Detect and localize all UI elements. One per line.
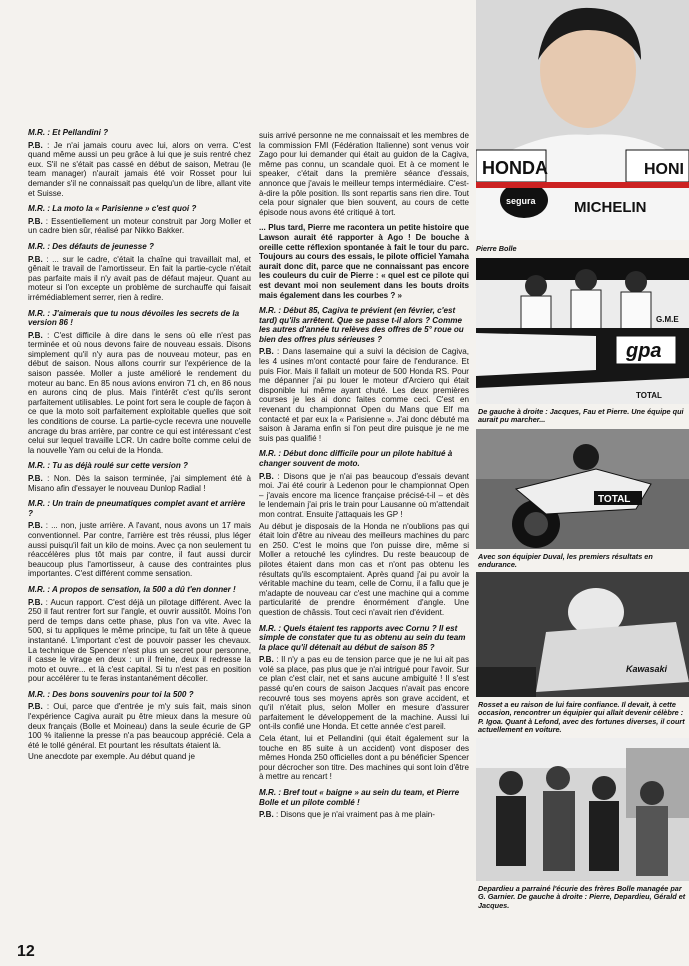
interview-answer [259,347,469,443]
interview-answer [28,141,251,199]
caption-depardieu: Depardieu a parrainé l'écurie des frères Bolle managée par G. Garnier. De gauche à droite : Pierre, Depardieu, Gérald et Jacques. [478,884,686,910]
kawasaki-logo: Kawasaki [626,664,668,674]
interview-question [28,128,251,138]
interview-question [259,788,469,807]
answer-text: Au début je disposais de la Honda ne n'oublions pas qui était loin d'être au niveau des meilleurs machines du parc en 250. C'est le moins que l'on puisse dire, même si Moller a retouché les cylindres. Du reste beaucoup de pilotes étaient dans mon cas et n'ont pas obtenu les résultats qu'ils escomptaient. Après quand j'ai pu avoir la véritable machine du team, celle de Cornu, il a fallu que je m'adapte de nouveau car c'est une machine qui a comme particularité de prendre énormément d'angle. Une question de châssis. Tout ceci n'avait rien d'évident. [259,521,469,617]
speaker-label: M.R. [28,204,46,214]
question-text: : Tu as déjà roulé sur cette version ? [45,461,188,471]
interview-answer [28,702,251,750]
speaker-label: M.R. [259,623,277,633]
gpa-logo: gpa [626,340,662,362]
question-text: : A propos de sensation, la 500 a dû t'en donner ! [45,584,236,594]
interview-question [259,624,469,653]
answer-text: : ... non, juste arrière. A l'avant, nous avons un 17 mais conventionnel. Par contre, l'arrière est très réussi, plus léger aussi puisqu'il fait un kilo de moins. Avec ça non seulement tu réaccélères plus tôt mais par contre, il faut aussi durcir beaucoup plus l'amortisseur, à cause des contraintes plus importantes. C'est différent comme sensation. [28,521,251,579]
depardieu-illustration [476,738,689,881]
article-column-1 [28,128,251,764]
interview-answer [28,598,251,684]
question-text: : La moto la « Parisienne » c'est quoi ? [45,204,197,214]
speaker-label: P.B. [259,347,274,357]
interview-answer [259,734,469,782]
portrait-photo [476,0,689,240]
speaker-label: M.R. [259,306,277,316]
answer-text: : ... sur le cadre, c'était la chaîne qui travaillait mal, et gênait le travail de l'amortisseur. En fait la partie-cycle n'était pas parfaite mais il n'y avait pas de défaut majeur. Quant au moteur si l'on excepte un problème de surchauffe qui faisait irrémédiablement serrer, rien à redire. [28,254,251,302]
question-text: : Des bons souvenirs pour toi la 500 ? [45,689,194,699]
interview-question [28,461,251,471]
speaker-label: M.R. [259,449,277,459]
speaker-label: P.B. [28,140,43,150]
rosset-photo [476,572,689,697]
speaker-label: M.R. [28,308,46,318]
question-text: : Début donc difficile pour un pilote habitué à changer souvent de moto. [259,449,453,468]
portrait-illustration [476,0,689,240]
page-number: 12 [17,943,35,960]
answer-text: : Oui, parce que d'entrée je m'y suis fait, mais sinon l'expérience Cagiva aurait pu être mieux dans la mesure où deux français (Bolle et Moineau) dans la seule écurie de GP 100 % italienne la presse n'a pas beaucoup apprécié. Cela a été le tollé général. Et pourtant les résultats étaient là. [28,702,251,750]
depardieu-photo [476,738,689,881]
endurance-photo [476,429,689,549]
speaker-label: M.R. [259,788,277,797]
speaker-label: M.R. [28,241,46,251]
speaker-label: P.B. [28,254,43,264]
question-text: : Quels étaient tes rapports avec Cornu ? Il est simple de constater que tu as obtenu au sein du team la place qu'il détenait au début de saison 85 ? [259,623,466,652]
interview-answer [28,331,251,456]
narrative-lead: ... Plus tard, Pierre me racontera un petite histoire que Lawson aurait été rapporter à Ago ! De bouche à oreille cette réflexion spontanée à fait le tour du parc. Toujours au cours des essais, le pilote officiel Yamaha aurait donc dit, parce que ne connaissant pas encore les couleurs du cuir de Pierre : « quel est ce pilote qui est devant moi non seulement dans les bouts droits mais également dans les courbes ? » [259,223,469,300]
interview-answer [259,522,469,618]
interview-answer [28,255,251,303]
speaker-label: P.B. [28,702,43,712]
speaker-label: P.B. [259,655,274,665]
question-text: : Et Pellandini ? [45,128,109,137]
question-text: : Un train de pneumatiques complet avant et arrière ? [28,499,246,518]
interview-question [28,204,251,214]
answer-text: : Il n'y a pas eu de tension parce que je ne lui ait pas volé sa place, pas plus que je n'ai intrigué pour l'avoir. Sur ce plan c'est clair, net et sans aucune ambiguité ! Il s'est passé qu'en cours de saison Jacques n'avait pas encore recouvré tous ses moyens après son grave accident, et qu'il n'était plus, selon Moller en mesure d'assurer parfaitement le développement de la machine. Aussi lui ont-ils confié une Honda. Et cette année c'est pareil. [259,655,469,732]
interview-question [28,585,251,595]
speaker-label: P.B. [28,216,43,226]
interview-answer [28,474,251,493]
interview-answer [259,810,469,820]
gme-logo: G.M.E [656,315,679,324]
interview-answer [28,521,251,579]
question-text: : Début 85, Cagiva te prévient (en février, c'est tard) qu'ils arrêtent. Que se passe t-il alors ? Comme les autres d'année tu relèves des offres de 5° roue ou bien des offres plus sérieuses ? [259,306,464,344]
team-illustration [476,258,689,404]
total-logo-endurance: TOTAL [598,494,631,505]
question-text: : Bref tout « baigne » au sein du team, et Pierre Bolle et un pilote comblé ! [259,788,460,807]
answer-text: Cela étant, lui et Pellandini (qui était également sur la touche en 85 suite à un accident) vont disposer des mêmes Honda 250 officielles dont a pu bénéficier Spencer pour décrocher son titre. Des machines qui sont loin d'être à mettre au rencart ! [259,734,469,782]
michelin-logo: MICHELIN [574,199,647,216]
question-text: : J'aimerais que tu nous dévoiles les secrets de la version 86 ! [28,308,240,328]
interview-answer [259,131,469,217]
speaker-label: P.B. [259,810,274,820]
interview-answer [28,217,251,236]
speaker-label: M.R. [28,499,46,509]
honda-logo-left: HONDA [482,158,548,178]
honda-logo-right: HONI [644,161,684,178]
interview-answer [259,655,469,732]
speaker-label: M.R. [28,128,46,137]
answer-text: : Disons que je n'ai vraiment pas à me plain- [273,810,435,820]
speaker-label: P.B. [259,471,274,481]
question-text: : Des défauts de jeunesse ? [45,241,154,251]
answer-text: : Non. Dès la saison terminée, j'ai simplement été à Misano afin d'essayer le nouveau Dunlop Radial ! [28,474,251,493]
caption-team: De gauche à droite : Jacques, Fau et Pierre. Une équipe qui aurait pu marcher... [478,407,684,425]
total-logo-team: TOTAL [636,391,662,400]
interview-question [259,306,469,344]
answer-text: : Je n'ai jamais couru avec lui, alors on verra. C'est quand même aussi un peu grâce à lui que je suis rentré chez eux. S'il ne s'était pas cassé en début de saison, Metrau (le team manager) n'aurait jamais été voir Rosset pour lui demander s'il ne connaissait pas quelqu'un de libre, allant vite et Suisse. [28,140,251,198]
speaker-label: M.R. [28,461,46,471]
speaker-label: P.B. [28,330,43,340]
answer-text: suis arrivé personne ne me connaissait et les membres de la commission FMI (Fédération Italienne) sont venus voir Zago pour lui demander qui était au guidon de la Cagiva, même pas connu, un scandale quoi. Et à ce moment le speaker, c'était dans la première séance d'essais, annonce que j'avais le meilleur temps intermédiaire. C'est-à-dire la pôle position. Ils sont repartis sans rien dire. Tout cela pour signaler que bien souvent, au cours de cette épisode nous avons été critiqué à tort. [259,131,469,217]
segura-logo: segura [506,196,536,206]
speaker-label: M.R. [28,584,46,594]
caption-endurance: Avec son équipier Duval, les premiers résultats en endurance. [478,552,653,570]
interview-question [259,449,469,468]
interview-question [28,499,251,518]
rosset-illustration [476,572,689,697]
caption-rosset: Rosset a eu raison de lui faire confiance. Il devait, à cette occasion, rencontrer un équipier qui allait devenir célèbre : P. Igoa. Quant à Lefond, avec des fortunes diverses, il court actuellement en voiture. [478,700,685,735]
speaker-label: P.B. [28,474,43,483]
interview-answer [28,752,251,762]
speaker-label: P.B. [28,521,43,531]
endurance-illustration [476,429,689,549]
interview-answer [259,472,469,520]
speaker-label: P.B. [28,597,43,607]
caption-portrait: Pierre Bolle [476,244,517,253]
answer-text: : Disons que je n'ai pas beaucoup d'essais devant moi. J'ai été courir à Ledenon pour le championnat Open – j'avais encore ma licence française précisé-t-il – et dès le lendemain j'ai pris le train pour Lausanne où m'attendait mon contrat. Ensuite j'attaquais les GP ! [259,471,469,519]
team-photo [476,258,689,404]
answer-text: : Dans lasemaine qui a suivi la décision de Cagiva, les 4 usines m'ont contacté pour faire de l'endurance. Et puis Fior. Mais il fallait un moteur de 500 Honda RS. Pour me dépanner j'ai pu louer le moteur d'Arciero qui était disponible lui même ayant chuté. Les deux premières courses je les ai donc faites comme ceci. C'est en revenant du championnat Open du Mans que Elf ma contacté et par eux la « Parisienne ». J'ai donc débuté ma saison à Jarama enfin si l'on peut dire puisque je ne me suis pas qualifié ! [259,347,469,443]
answer-text: : C'est difficile à dire dans le sens où elle n'est pas terminée et où nous devons faire de nouveau essais. Disons simplement qu'il n'y aura pas de nouveau moteur, pas en début de saison. Nous allons courrir sur l'expérience de la saison passée. Moller a juste amélioré le rendement du moteur au banc. En 85 nous avions environ 71 ch, en 86 nous en aurons cinq de plus. Mais l'intérêt c'est qu'ils seront parfaitement utilisables. Le point fort sera le couple de façon à ce que la moto soit parfaitement exploitable quelles que soit les conditions de course. La partie-cycle recevra une nouvelle ancrage du bras arrière, par contre ce qui est intéressant c'est celui sur lequel travaille LCR. Un cadre boîte comme celui de la nouvelle Yam ou celui de la Honda. [28,330,251,455]
interview-question [28,309,251,328]
answer-text: : Essentiellement un moteur construit par Jorg Moller et un cadre bien sûr, réalisé par Nikko Bakker. [28,216,251,236]
answer-text: Une anecdote par exemple. Au début quand je [28,752,195,762]
interview-question [28,690,251,700]
answer-text: : Aucun rapport. C'est déjà un pilotage différent. Avec la 250 il faut rentrer fort sur l'angle, et ouvrir aussitôt. Moins l'on perd de temps dans cette phase, plus l'on va vite. Avec la 500, si tu appliques le même principe, tu fait un tête à queue instantané. L'important c'est de pouvoir passer les chevaux. La technique de Spencer n'est plus un secret pour personne, il casse le virage en deux : un il freine, deux il redresse la moto et ouvre... et là c'est capital. Si tu n'est pas en position pour accélérer tu te feras instantanément décoller. [28,597,251,684]
speaker-label: M.R. [28,689,46,699]
interview-question [28,242,251,252]
article-column-2 [259,131,469,822]
